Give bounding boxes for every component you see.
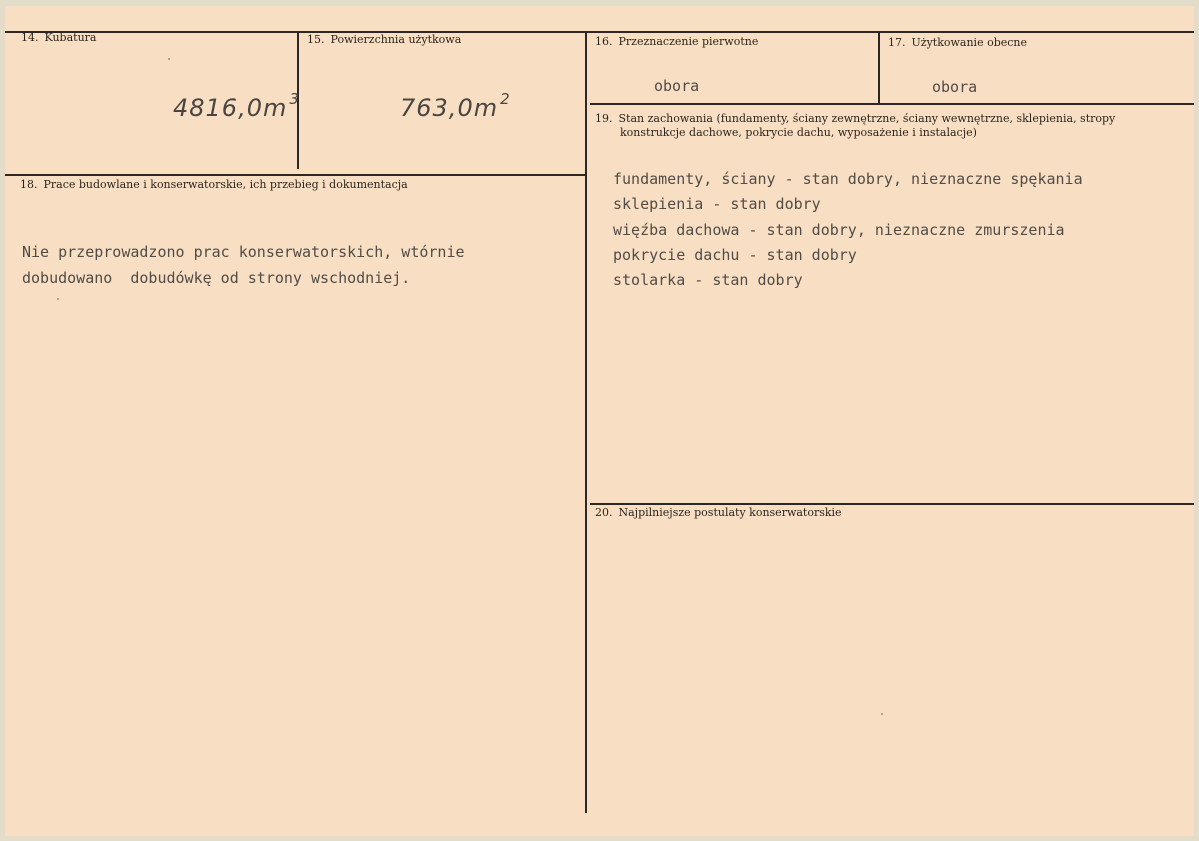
field-15-value: 763,0m $^2$	[400, 90, 511, 122]
rule-under-14-15	[5, 174, 586, 176]
record-card	[5, 6, 1194, 836]
divider-16-17	[878, 31, 880, 104]
field-18-text-line: Nie przeprowadzono prac konserwatorskich, wtórnie	[22, 243, 465, 261]
rule-under-16-17	[590, 103, 1194, 105]
field-19-text-line: więźba dachowa - stan dobry, nieznaczne zmurszenia	[613, 221, 1065, 239]
field-19-text-line: sklepienia - stan dobry	[613, 195, 821, 213]
main-column-divider	[585, 31, 587, 813]
rule-above-20	[590, 503, 1194, 505]
paper-speck	[57, 298, 59, 300]
field-14-label: 14. Kubatura	[21, 31, 97, 44]
field-18-label: 18. Prace budowlane i konserwatorskie, ich przebieg i dokumentacja	[20, 178, 408, 191]
field-19-label-continued: konstrukcje dachowe, pokrycie dachu, wyposażenie i instalacje)	[620, 126, 977, 139]
field-19-text-line: fundamenty, ściany - stan dobry, nieznaczne spękania	[613, 170, 1083, 188]
field-14-value: 4816,0m $^3$	[173, 90, 300, 122]
paper-speck	[881, 713, 883, 715]
field-19-label: 19. Stan zachowania (fundamenty, ściany zewnętrzne, ściany wewnętrzne, sklepienia, stropy	[595, 112, 1116, 125]
field-17-value: obora	[932, 78, 978, 96]
field-16-value: obora	[654, 77, 700, 95]
field-17-label: 17. Użytkowanie obecne	[888, 36, 1027, 49]
paper-speck	[168, 58, 170, 60]
field-15-label: 15. Powierzchnia użytkowa	[307, 33, 462, 46]
field-19-text-line: pokrycie dachu - stan dobry	[613, 246, 857, 264]
top-rule	[5, 31, 1194, 33]
field-18-text-line: dobudowano dobudówkę od strony wschodniej.	[22, 269, 411, 287]
field-20-label: 20. Najpilniejsze postulaty konserwatorskie	[595, 506, 842, 519]
field-16-label: 16. Przeznaczenie pierwotne	[595, 35, 759, 48]
field-19-text-line: stolarka - stan dobry	[613, 271, 803, 289]
